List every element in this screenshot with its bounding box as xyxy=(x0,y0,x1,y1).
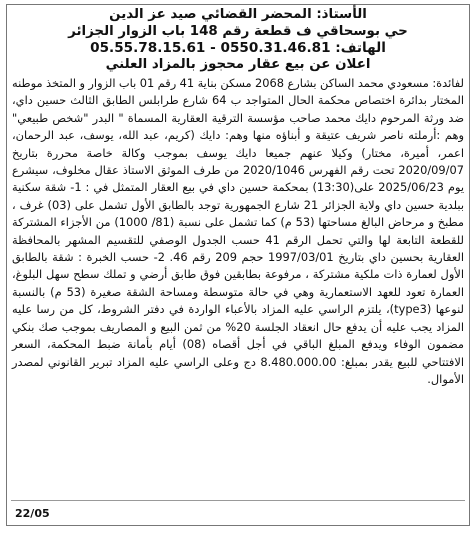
notice-title: اعلان عن بيع عقار محجوز بالمزاد العلني xyxy=(105,56,371,72)
footer-divider xyxy=(11,500,465,501)
bailiff-name: الأستاذ: المحضر القضائي صيد عز الدين xyxy=(109,7,367,22)
notice-body-paragraph: لفائدة: مسعودي محمد الساكن بشارع 2068 مسكن بناية 41 رقم 01 باب الزوار و المتخذ موطنه المختار بدائرة اختصاص محكمة الحال المتواجد ب 64 شارع طرابلس الطابق الثالث حسين داي، ضد ورثة المرحوم دايك محمد صاحب مؤسسة الترقية العقارية المسماة " البدر "شخص طبيعي" وهم :أرملته ناصر شريف عتيقة و أبناؤه منها وهم: دايك (كريم، عبد الله، يوسف، عبد الرحمان، اعمر، أميرة، مختار) وكيلا عنهم جميعا دايك يوسف بموجب وكالة خاصة محررة بتاريخ 2020/09/07 تحت رقم الفهرس 2020/1046 من طرف الموثق الاستاذ عقال مخلوف، سيشرع يوم 2025/06/23 على(13:30) بمحكمة حسين داي في بيع العقار المتمثل في : 1- شقة سكنية ببلدية حسين داي ولاية الجزائر 21 شارع الجمهورية توجد بالطابق الأول تشمل على (03) غرف ، مطبخ و مرحاض البالغ مساحتها (53 م) كما تشمل على نسبة (81/ 1000) من الأجزاء المشتركة للقطعة التابعة لها والتي تحمل الرقم 41 حسب الجدول الوصفي للتقسيم المشهر بالمحافظة العقارية بحسين داي بتاريخ 1997/03/01 حجم 209 رقم 46. 2- حسب الخبرة : شقة بالطابق الأول لعمارة ذات ملكية مشتركة ، مرفوعة بطابقين فوق طابق أرضي و تملك سطح سهل البلوغ، العمارة تعود للعهد الاستعمارية وهي في حالة متوسطة ومساحة الشقة صغيرة (53 م) بالنسبة لنوعها (type3)، يلتزم الراسي عليه المزاد بالأعباء الواردة في دفتر الشروط، كل من رسا عليه المزاد يجب عليه أن يدفع حال انعقاد الجلسة 20% من ثمن البيع و المصاريف بموجب صك بنكي مضمون الوفاء ويدفع المبلغ الباقي في أجل أقصاه (08) أيام بأمانة ضبط المحكمة، السعر الافتتاحي للبيع يقدر بمبلغ: 8.480.000.00 دج وعلى الراسي عليه المزاد تبرير القانوني لمصدر الأموال. xyxy=(12,76,465,386)
notice-header xyxy=(12,7,464,73)
page-number: 22/05 xyxy=(15,507,50,520)
legal-notice xyxy=(6,4,470,526)
notice-body xyxy=(12,75,464,388)
bailiff-address: حي بوسحاقي ف قطعة رقم 148 باب الزوار الجزائر xyxy=(68,23,408,39)
bailiff-phone: الهاتف: 0550.31.46.81 - 05.55.78.15.61 xyxy=(90,40,386,56)
